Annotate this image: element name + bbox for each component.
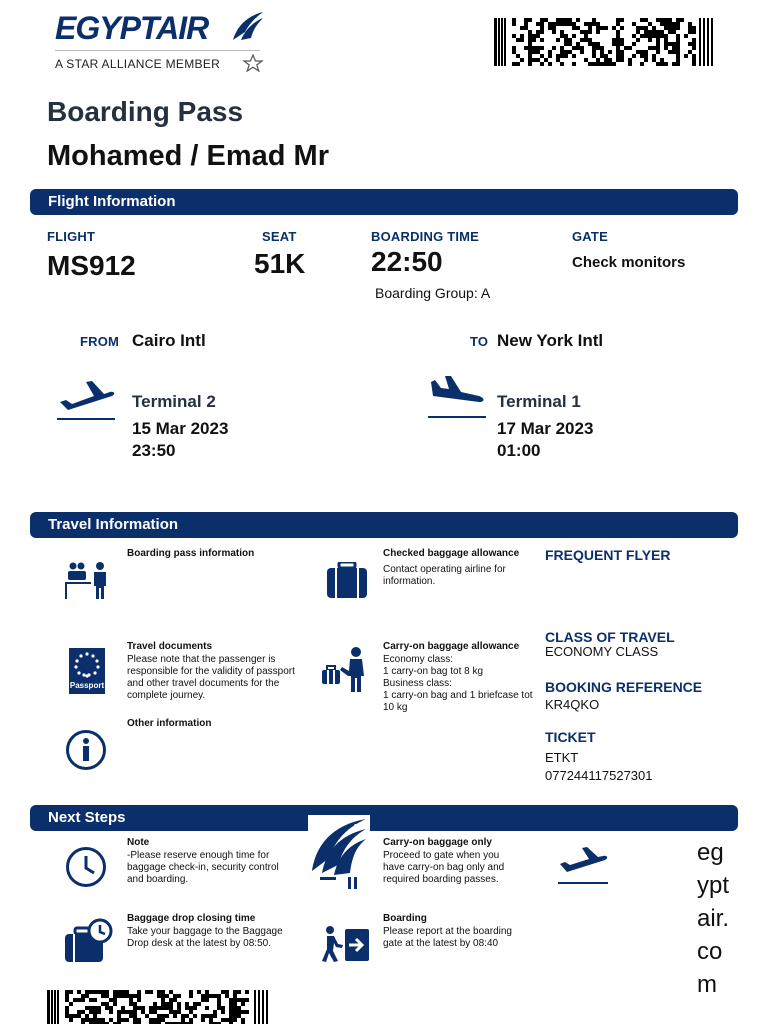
clock-icon [65,846,107,888]
note-title: Note [127,837,150,848]
carry-on-only-text: Proceed to gate when you have carry-on bag only and required boarding passes. [383,850,505,885]
note-text: -Please reserve enough time for baggage check-in, security control and boarding. [127,850,279,885]
booking-reference-title: BOOKING REFERENCE [545,679,703,695]
carry-on-allowance-text [383,654,533,714]
ticket-number: 077244117527301 [545,768,653,783]
boarding-group: Boarding Group: A [375,285,491,301]
booking-reference-value: KR4QKO [545,697,600,712]
carry-on-line: 1 carry-on bag and 1 briefcase tot 10 kg [383,690,533,713]
to-label: TO [470,334,489,349]
frequent-flyer-title: FREQUENT FLYER [545,547,671,563]
from-time: 23:50 [132,441,176,460]
carry-on-allowance-title: Carry-on baggage allowance [383,641,520,652]
flight-info-header: Flight Information [30,189,738,215]
egyptair-emblem-icon [308,815,370,891]
passport-label: Passport [69,681,105,690]
boarding-time-label: BOARDING TIME [371,229,480,244]
passenger-name: Mohamed / Emad Mr [47,140,329,172]
boarding-gate-icon [321,925,371,963]
carry-on-line: Business class: [383,678,452,689]
flight-label: FLIGHT [47,229,96,244]
check-in-desk-icon [63,562,109,600]
to-airport: New York Intl [497,331,604,350]
travel-documents-title: Travel documents [127,641,213,652]
barcode-top [494,18,714,66]
star-alliance-text: A STAR ALLIANCE MEMBER [55,57,221,71]
star-alliance-icon [241,54,265,72]
boarding-info-title: Boarding pass information [127,548,255,559]
seat-number: 51K [254,248,306,279]
gate-value: Check monitors [572,254,686,271]
checked-baggage-text: Contact operating airline for information. [383,564,506,587]
logo-wordmark: EGYPTAIR [55,10,209,46]
travel-info-header: Travel Information [30,512,738,538]
flight-number: MS912 [47,250,136,281]
website-line: m [697,971,717,998]
ticket-type: ETKT [545,750,579,765]
ticket-title: TICKET [545,729,596,745]
carry-on-line: Economy class: [383,654,454,665]
class-of-travel-value: ECONOMY CLASS [545,644,659,659]
website-text [697,836,729,1001]
egyptair-logo [55,10,270,72]
other-info-title: Other information [127,718,212,729]
baggage-drop-clock-icon [63,918,113,964]
to-date: 17 Mar 2023 [497,419,594,438]
website-line: ypt [697,872,730,899]
from-airport: Cairo Intl [132,331,206,350]
from-date: 15 Mar 2023 [132,419,229,438]
checked-baggage-title: Checked baggage allowance [383,548,520,559]
departure-plane-icon [56,378,116,422]
seat-label: SEAT [262,229,297,244]
to-terminal: Terminal 1 [497,392,581,411]
departure-plane-small-icon [557,846,609,886]
boarding-time: 22:50 [371,246,443,277]
class-of-travel-title: CLASS OF TRAVEL [545,629,675,645]
website-line: eg [697,839,724,866]
gate-label: GATE [572,229,608,244]
from-label: FROM [80,334,120,349]
baggage-drop-text: Take your baggage to the Baggage Drop desk at the latest by 08:50. [127,926,283,949]
boarding-step-text: Please report at the boarding gate at the latest by 08:40 [383,926,512,949]
page-title: Boarding Pass [47,96,244,127]
carry-on-line: 1 carry-on bag tot 8 kg [383,666,484,677]
to-time: 01:00 [497,441,541,460]
passport-icon [69,648,105,694]
barcode-bottom [47,990,269,1024]
boarding-step-title: Boarding [383,913,427,924]
travel-documents-text: Please note that the passenger is responsible for the validity of passport and other travel documents for the complete journey. [127,654,295,701]
arrival-plane-icon [427,376,487,420]
from-terminal: Terminal 2 [132,392,216,411]
website-line: air. [697,905,730,932]
next-steps-header: Next Steps [30,805,738,831]
suitcase-icon [325,562,369,600]
info-icon [65,729,107,771]
carry-on-only-title: Carry-on baggage only [383,837,492,848]
website-line: co [697,938,723,965]
baggage-drop-title: Baggage drop closing time [127,913,256,924]
horus-falcon-icon [231,10,265,42]
carry-on-bag-icon [320,646,370,694]
